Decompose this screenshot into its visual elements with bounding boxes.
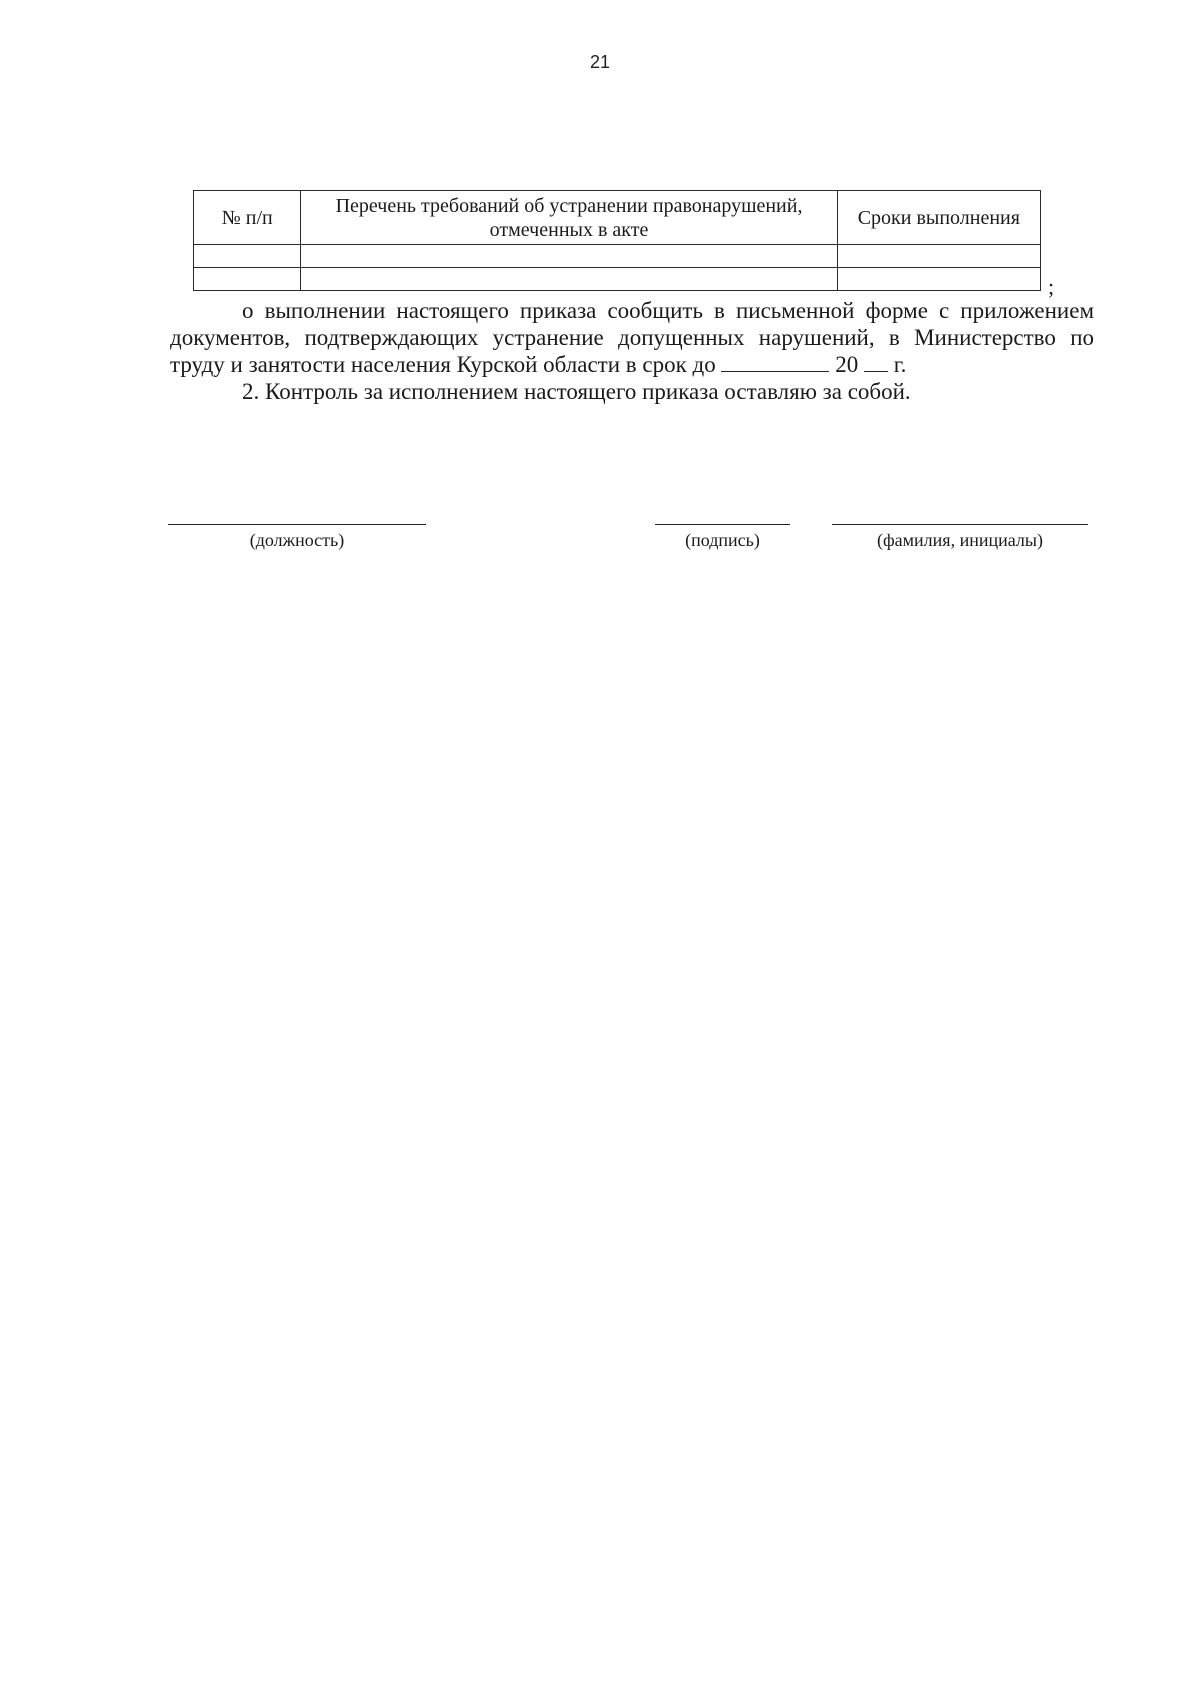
- requirements-table: [193, 190, 1041, 291]
- order-body: [170, 297, 1094, 405]
- table-end-semicolon: ;: [1048, 274, 1055, 299]
- paragraph-report: [170, 297, 1094, 378]
- table-row: [194, 245, 1041, 268]
- name-label: (фамилия, инициалы): [877, 530, 1043, 550]
- table-cell: [837, 268, 1040, 291]
- signature-line: [655, 524, 790, 525]
- header-deadline: Сроки выполнения: [837, 191, 1040, 245]
- header-number: № п/п: [194, 191, 301, 245]
- header-requirements: Перечень требований об устранении правонарушений, отмеченных в акте: [301, 191, 837, 245]
- table-cell: [301, 245, 837, 268]
- paragraph-report-text: о выполнении настоящего приказа сообщить в письменной форме с приложением документов, подтверждающих устранение допущенных нарушений, в Министерство по труду и занятости населения Курской области в срок до: [170, 298, 1094, 377]
- page-number: 21: [589, 52, 611, 72]
- table-cell: [837, 245, 1040, 268]
- year-suffix: г.: [893, 352, 907, 377]
- paragraph-control: 2. Контроль за исполнением настоящего приказа оставляю за собой.: [242, 379, 911, 404]
- table-row: [194, 268, 1041, 291]
- table-cell: [194, 268, 301, 291]
- table-header-row: [194, 191, 1041, 245]
- name-line: [832, 524, 1088, 525]
- table-cell: [194, 245, 301, 268]
- position-label: (должность): [249, 530, 345, 550]
- signature-name-block: [832, 524, 1088, 551]
- signature-label: (подпись): [685, 530, 760, 550]
- year-prefix: 20: [835, 352, 859, 377]
- table-cell: [301, 268, 837, 291]
- position-line: [168, 524, 426, 525]
- year-blank: [864, 353, 888, 372]
- deadline-date-blank: [721, 351, 829, 372]
- signature-sign-block: [655, 524, 790, 551]
- signature-position-block: [168, 524, 426, 551]
